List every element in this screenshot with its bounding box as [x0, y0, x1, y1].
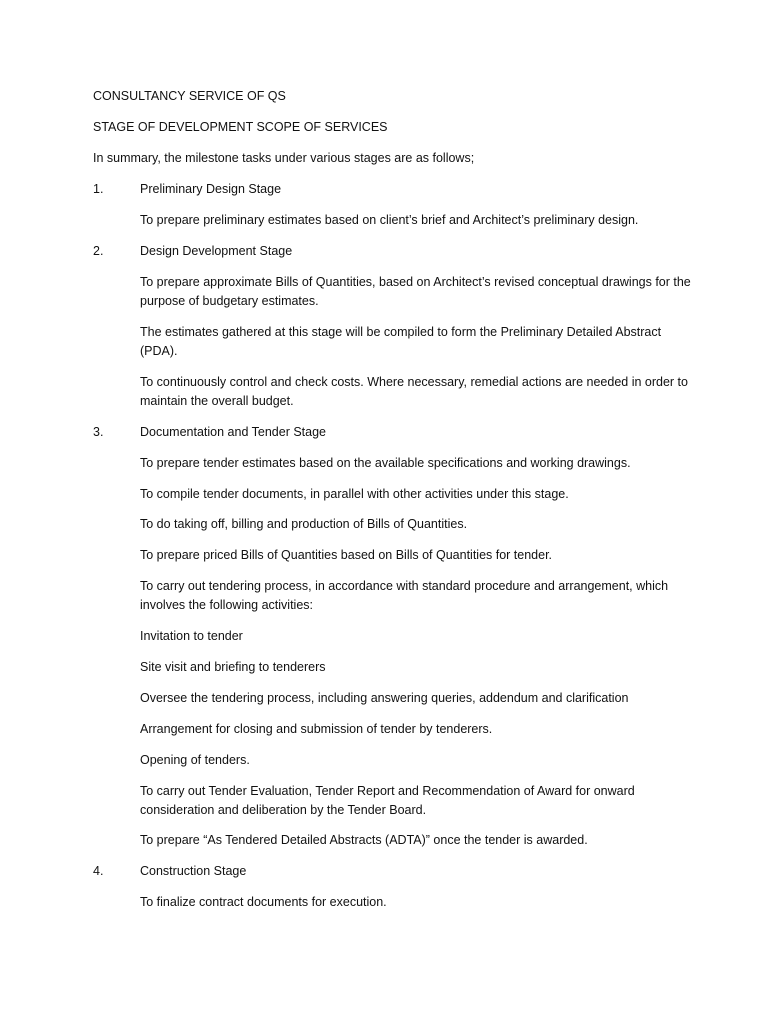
- section-item: Arrangement for closing and submission of tender by tenderers.: [140, 722, 493, 736]
- section-item: To prepare “As Tendered Detailed Abstracts (ADTA)” once the tender is awarded.: [140, 833, 588, 847]
- section-item: To finalize contract documents for execution.: [140, 895, 387, 909]
- section-title: Preliminary Design Stage: [140, 182, 282, 196]
- section-item: To compile tender documents, in parallel with other activities under this stage.: [140, 487, 569, 501]
- section-number: 1.: [93, 182, 104, 196]
- section-item: To do taking off, billing and production of Bills of Quantities.: [140, 517, 468, 531]
- section-number: 3.: [93, 425, 104, 439]
- section-item: The estimates gathered at this stage will be compiled to form the Preliminary Detailed Abstract (PDA).: [140, 325, 662, 358]
- section-item: To prepare tender estimates based on the available specifications and working drawings.: [140, 456, 631, 470]
- section-item: To prepare priced Bills of Quantities based on Bills of Quantities for tender.: [140, 548, 553, 562]
- section-item: Invitation to tender: [140, 629, 243, 643]
- section-item: To continuously control and check costs. Where necessary, remedial actions are needed in order to maintain the overall budget.: [140, 375, 688, 408]
- intro-paragraph: In summary, the milestone tasks under various stages are as follows;: [93, 151, 475, 165]
- section-item: To carry out Tender Evaluation, Tender Report and Recommendation of Award for onward consideration and deliberation by the Tender Board.: [140, 784, 635, 817]
- section-item: To prepare approximate Bills of Quantities, based on Architect’s revised conceptual drawings for the purpose of budgetary estimates.: [140, 275, 691, 308]
- section-item: Opening of tenders.: [140, 753, 250, 767]
- section-title: Documentation and Tender Stage: [140, 425, 327, 439]
- section-item: Oversee the tendering process, including answering queries, addendum and clarification: [140, 691, 629, 705]
- section-item: Site visit and briefing to tenderers: [140, 660, 326, 674]
- document-title: CONSULTANCY SERVICE OF QS: [93, 89, 286, 103]
- section-number: 2.: [93, 244, 104, 258]
- section-title: Construction Stage: [140, 864, 247, 878]
- section-number: 4.: [93, 864, 104, 878]
- section-item: To carry out tendering process, in accordance with standard procedure and arrangement, which involves the following activities:: [140, 579, 669, 612]
- section-title: Design Development Stage: [140, 244, 293, 258]
- document-subtitle: STAGE OF DEVELOPMENT SCOPE OF SERVICES: [93, 120, 388, 134]
- section-item: To prepare preliminary estimates based on client’s brief and Architect’s preliminary design.: [140, 213, 639, 227]
